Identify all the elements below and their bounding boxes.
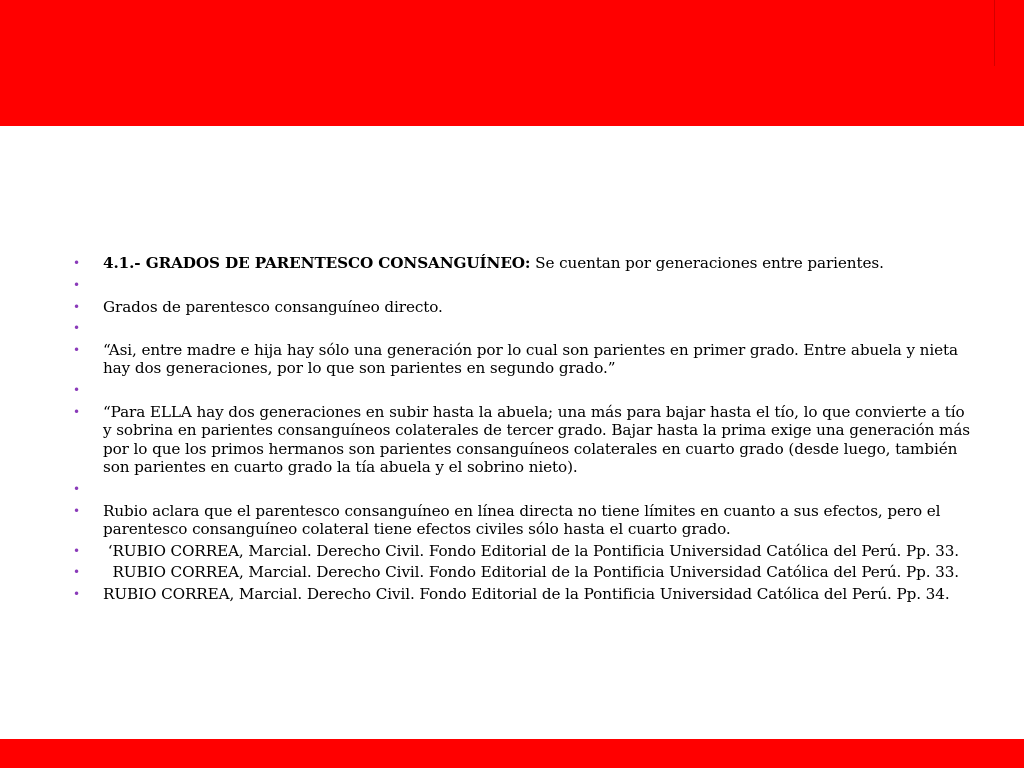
bullet-list: [71, 254, 971, 604]
heading-text: Se cuentan por generaciones entre parientes.: [530, 254, 884, 272]
bullet-icon: •: [73, 277, 80, 292]
bullet-item-quote-collateral: [71, 403, 971, 476]
bullet-item-empty: [71, 319, 971, 337]
bullet-text: “Asi, entre madre e hija hay sólo una generación por lo cual son parientes en primer grado. Entre abuela y nieta hay dos generaciones, por lo que son parientes en segundo grado.”: [103, 341, 958, 378]
bullet-item-empty: [71, 276, 971, 294]
bullet-icon: •: [73, 256, 80, 270]
bottom-red-band: [0, 739, 1024, 768]
top-band-divider: [994, 0, 995, 66]
citation-text: RUBIO CORREA, Marcial. Derecho Civil. Fondo Editorial de la Pontificia Universidad Católica del Perú. Pp. 34.: [103, 585, 950, 604]
bullet-icon: •: [73, 343, 80, 358]
bullet-icon: •: [73, 321, 80, 336]
heading-bold-text: 4.1.- GRADOS DE PARENTESCO CONSANGUÍNEO:: [103, 254, 531, 272]
bullet-text: Rubio aclara que el parentesco consanguíneo en línea directa no tiene límites en cuanto a sus efectos, pero el parentesco consanguíneo colateral tiene efectos civiles sólo hasta el cuarto grado.: [103, 501, 941, 538]
bullet-icon: •: [73, 405, 80, 420]
bullet-icon: •: [73, 383, 80, 398]
bullet-icon: •: [73, 503, 80, 518]
bullet-icon: •: [73, 587, 80, 602]
bullet-item-citation: [71, 542, 971, 560]
top-red-band: [0, 0, 1024, 126]
bullet-item-rubio-note: [71, 502, 971, 539]
bullet-icon: •: [73, 565, 80, 580]
bullet-icon: •: [73, 543, 80, 558]
bullet-item-citation: [71, 563, 971, 581]
citation-text: ‘RUBIO CORREA, Marcial. Derecho Civil. Fondo Editorial de la Pontificia Universidad Católica del Perú. Pp. 33.: [103, 541, 960, 560]
bullet-item-quote-generations: [71, 341, 971, 378]
bullet-item-heading: [71, 254, 971, 272]
bullet-item-empty: [71, 381, 971, 399]
bullet-icon: •: [73, 481, 80, 496]
bullet-icon: •: [73, 299, 80, 314]
bullet-item-citation: [71, 585, 971, 603]
bullet-item-empty: [71, 480, 971, 498]
slide-content: [71, 254, 971, 607]
bullet-text: “Para ELLA hay dos generaciones en subir hasta la abuela; una más para bajar hasta el tío, lo que convierte a tío y sobrina en parientes consanguíneos colaterales de tercer grado. Bajar hasta la prima exige una generación más por lo que los primos hermanos son parientes consanguíneos colaterales en cuarto grado (desde luego, también son parientes en cuarto grado la tía abuela y el sobrino nieto).: [103, 403, 970, 476]
bullet-item-direct-degrees: [71, 298, 971, 316]
bullet-text: Grados de parentesco consanguíneo directo.: [103, 297, 443, 316]
citation-text: RUBIO CORREA, Marcial. Derecho Civil. Fondo Editorial de la Pontificia Universidad Católica del Perú. Pp. 33.: [103, 563, 960, 582]
